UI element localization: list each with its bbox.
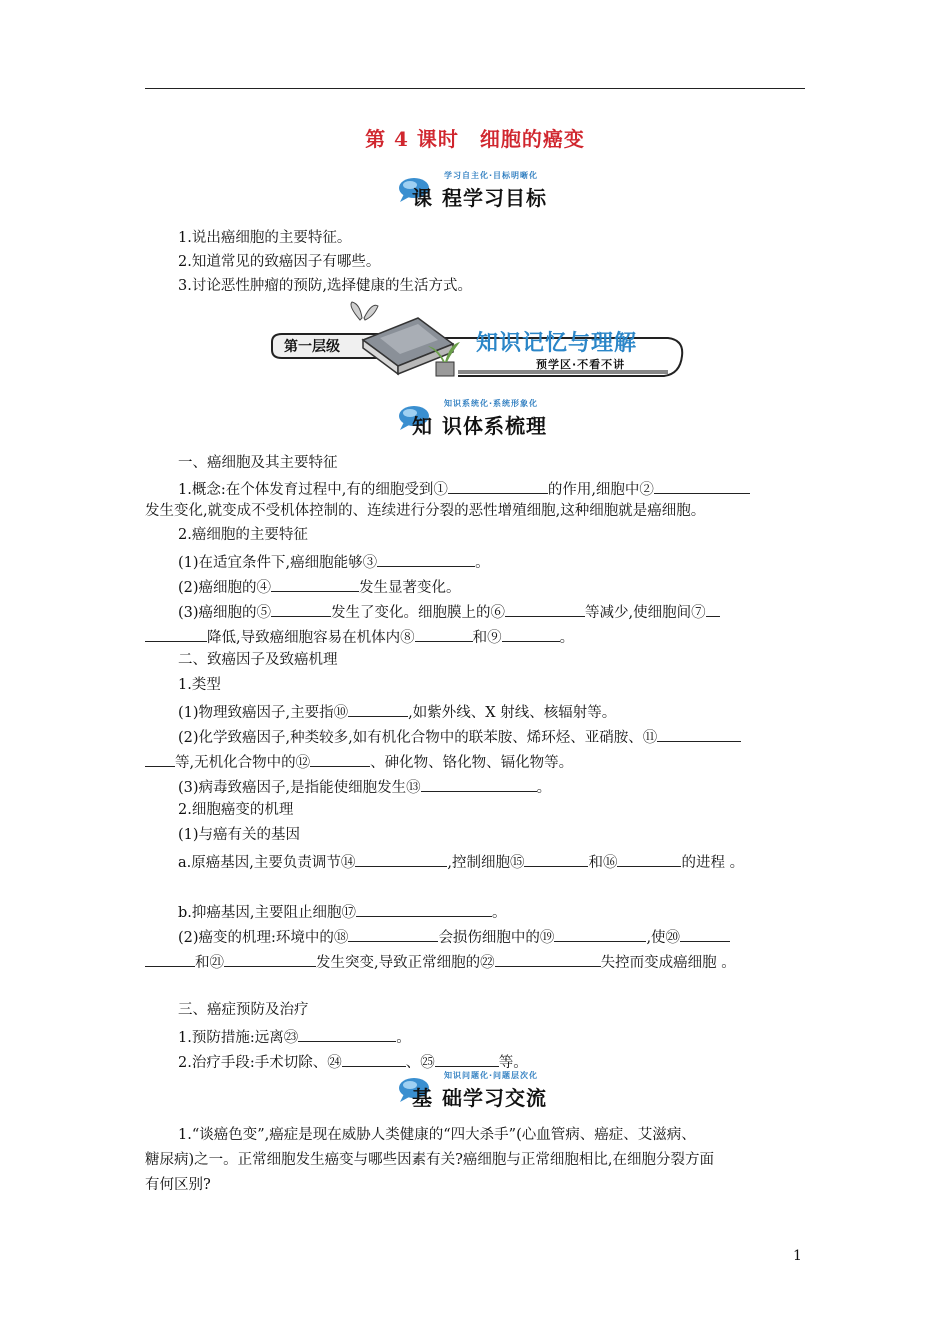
answer-blank-25[interactable] xyxy=(435,1050,499,1067)
answer-blank-7-cont[interactable] xyxy=(145,625,207,642)
text-line: (1)与癌有关的基因 xyxy=(178,827,301,843)
level-subtitle: 预学区·不看不讲 xyxy=(536,358,626,371)
section-heading: 二、致癌因子及致癌机理 xyxy=(178,652,338,668)
question-line: 有何区别? xyxy=(145,1177,211,1193)
text-line: (2)化学致癌因子,种类较多,如有机化合物中的联苯胺、烯环烃、亚硝胺、⑪ xyxy=(178,725,741,748)
answer-blank-17[interactable] xyxy=(356,900,492,917)
goals-banner: 学习自主化·目标明晰化 课 程学习目标 xyxy=(398,170,568,210)
answer-blank-8[interactable] xyxy=(415,625,473,642)
answer-blank-20-cont[interactable] xyxy=(145,950,195,967)
text-line: (1)在适宜条件下,癌细胞能够③ 。 xyxy=(178,550,490,573)
knowledge-banner: 知识系统化·系统形象化 知 识体系梳理 xyxy=(398,398,568,438)
answer-blank-7[interactable] xyxy=(706,600,720,617)
text-line: a.原癌基因,主要负责调节⑭ ,控制细胞⑮ 和⑯ 的进程 。 xyxy=(178,850,744,873)
answer-blank-22[interactable] xyxy=(495,950,601,967)
answer-blank-24[interactable] xyxy=(342,1050,406,1067)
goal-item: 2.知道常见的致癌因子有哪些。 xyxy=(178,254,381,270)
text-line: 1.概念:在个体发育过程中,有的细胞受到① 的作用,细胞中② xyxy=(178,477,750,500)
text-line: (1)物理致癌因子,主要指⑩ ,如紫外线、X 射线、核辐射等。 xyxy=(178,700,616,723)
answer-blank-1[interactable] xyxy=(448,477,548,494)
question-line: 1.“谈癌色变”,癌症是现在威胁人类健康的“四大杀手”(心血管病、癌症、艾滋病、 xyxy=(178,1127,696,1143)
goal-item: 3.讨论恶性肿瘤的预防,选择健康的生活方式。 xyxy=(178,278,472,294)
level-banner xyxy=(268,300,688,382)
answer-blank-11-cont[interactable] xyxy=(145,750,175,767)
answer-blank-9[interactable] xyxy=(502,625,560,642)
answer-blank-13[interactable] xyxy=(421,775,537,792)
text-line: 降低,导致癌细胞容易在机体内⑧ 和⑨ 。 xyxy=(145,625,574,648)
question-line: 糖尿病)之一。正常细胞发生癌变与哪些因素有关?癌细胞与正常细胞相比,在细胞分裂方面 xyxy=(145,1152,715,1168)
answer-blank-6[interactable] xyxy=(505,600,585,617)
answer-blank-14[interactable] xyxy=(355,850,447,867)
level-title: 知识记忆与理解 xyxy=(476,331,638,356)
answer-blank-11[interactable] xyxy=(657,725,741,742)
answer-blank-15[interactable] xyxy=(524,850,588,867)
text-line: 发生变化,就变成不受机体控制的、连续进行分裂的恶性增殖细胞,这种细胞就是癌细胞。 xyxy=(145,503,706,519)
text-line: 等,无机化合物中的⑫ 、砷化物、铬化物、镉化物等。 xyxy=(145,750,573,773)
section-heading: 一、癌细胞及其主要特征 xyxy=(178,455,338,471)
answer-blank-12[interactable] xyxy=(310,750,370,767)
page-number: 1 xyxy=(793,1248,802,1264)
answer-blank-20[interactable] xyxy=(680,925,730,942)
header-rule xyxy=(145,88,805,89)
answer-blank-23[interactable] xyxy=(298,1025,396,1042)
text-line: (2)癌变的机理:环境中的⑱ 会损伤细胞中的⑲ ,使⑳ xyxy=(178,925,730,948)
text-line: (3)癌细胞的⑤ 发生了变化。细胞膜上的⑥ 等减少,使细胞间⑦ xyxy=(178,600,720,623)
text-line: 1.预防措施:远离㉓ 。 xyxy=(178,1025,411,1048)
text-line: 和㉑ 发生突变,导致正常细胞的㉒ 失控而变成癌细胞 。 xyxy=(145,950,736,973)
butterfly-icon xyxy=(351,302,378,320)
answer-blank-19[interactable] xyxy=(554,925,646,942)
text-line: (2)癌细胞的④ 发生显著变化。 xyxy=(178,575,461,598)
text-line: (3)病毒致癌因子,是指能使细胞发生⑬ 。 xyxy=(178,775,551,798)
answer-blank-3[interactable] xyxy=(377,550,475,567)
answer-blank-18[interactable] xyxy=(348,925,438,942)
answer-blank-10[interactable] xyxy=(348,700,408,717)
text-line: 2.癌细胞的主要特征 xyxy=(178,527,308,543)
answer-blank-5[interactable] xyxy=(271,600,331,617)
answer-blank-16[interactable] xyxy=(617,850,681,867)
exchange-banner: 知识问题化·问题层次化 基 础学习交流 xyxy=(398,1070,568,1110)
answer-blank-4[interactable] xyxy=(271,575,359,592)
text-line: b.抑癌基因,主要阻止细胞⑰ 。 xyxy=(178,900,507,923)
text-line: 2.细胞癌变的机理 xyxy=(178,802,294,818)
answer-blank-21[interactable] xyxy=(224,950,316,967)
page-title: 第 4 课时 细胞的癌变 xyxy=(365,127,585,151)
text-line: 2.治疗手段:手术切除、㉔ 、㉕ 等。 xyxy=(178,1050,528,1073)
section-heading: 三、癌症预防及治疗 xyxy=(178,1002,309,1018)
text-line: 1.类型 xyxy=(178,677,221,693)
answer-blank-2[interactable] xyxy=(654,477,750,494)
goal-item: 1.说出癌细胞的主要特征。 xyxy=(178,230,352,246)
level-label: 第一层级 xyxy=(284,339,340,355)
